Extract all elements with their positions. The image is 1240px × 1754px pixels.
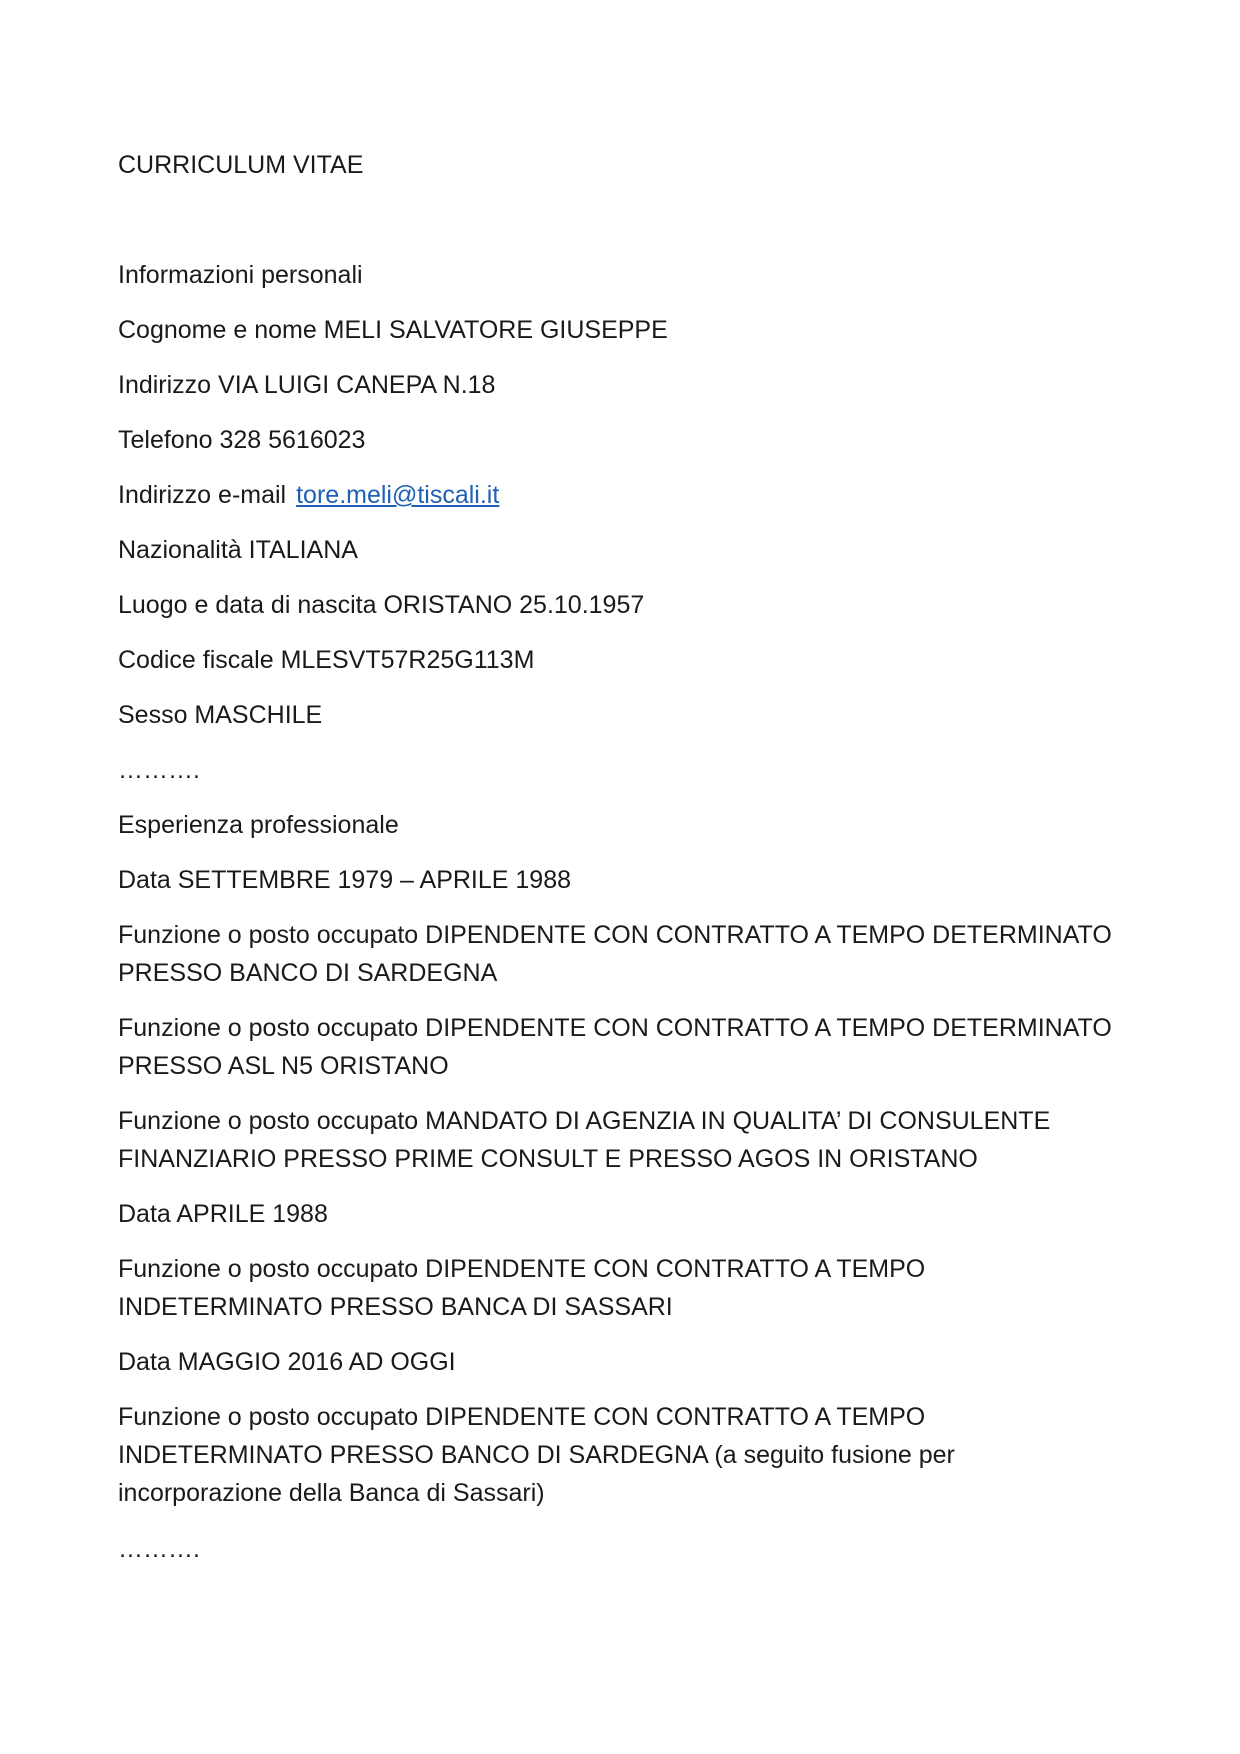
experience-date-1: Data SETTEMBRE 1979 – APRILE 1988	[118, 866, 572, 894]
experience-heading: Esperienza professionale	[118, 811, 399, 839]
personal-info-heading: Informazioni personali	[118, 261, 363, 289]
experience-date-3: Data MAGGIO 2016 AD OGGI	[118, 1348, 456, 1376]
phone-line: Telefono 328 5616023	[118, 426, 366, 454]
name-line: Cognome e nome MELI SALVATORE GIUSEPPE	[118, 316, 668, 344]
experience-role-2-line-1: Funzione o posto occupato DIPENDENTE CON CONTRATTO A TEMPO DETERMINATO	[118, 1014, 1112, 1042]
email-link[interactable]: tore.meli@tiscali.it	[296, 481, 500, 509]
separator-dots-end: ……….	[118, 1535, 200, 1563]
nationality-line: Nazionalità ITALIANA	[118, 536, 358, 564]
experience-role-3-line-1: Funzione o posto occupato MANDATO DI AGENZIA IN QUALITA’ DI CONSULENTE	[118, 1107, 1051, 1135]
experience-role-4-line-1: Funzione o posto occupato DIPENDENTE CON CONTRATTO A TEMPO	[118, 1255, 926, 1283]
experience-date-2: Data APRILE 1988	[118, 1200, 328, 1228]
email-label: Indirizzo e-mail	[118, 481, 287, 509]
experience-role-2-line-2: PRESSO ASL N5 ORISTANO	[118, 1052, 449, 1080]
experience-role-4-line-2: INDETERMINATO PRESSO BANCA DI SASSARI	[118, 1293, 673, 1321]
separator-dots: ……….	[118, 756, 200, 784]
experience-role-3-line-2: FINANZIARIO PRESSO PRIME CONSULT E PRESSO AGOS IN ORISTANO	[118, 1145, 978, 1173]
experience-role-5-line-2: INDETERMINATO PRESSO BANCO DI SARDEGNA (a seguito fusione per	[118, 1441, 955, 1469]
birth-line: Luogo e data di nascita ORISTANO 25.10.1957	[118, 591, 645, 619]
tax-code-line: Codice fiscale MLESVT57R25G113M	[118, 646, 535, 674]
experience-role-1-line-2: PRESSO BANCO DI SARDEGNA	[118, 959, 498, 987]
document-title: CURRICULUM VITAE	[118, 151, 364, 179]
experience-role-1-line-1: Funzione o posto occupato DIPENDENTE CON CONTRATTO A TEMPO DETERMINATO	[118, 921, 1112, 949]
experience-role-5-line-1: Funzione o posto occupato DIPENDENTE CON CONTRATTO A TEMPO	[118, 1403, 926, 1431]
email-line	[118, 476, 1128, 514]
experience-role-5-line-3: incorporazione della Banca di Sassari)	[118, 1479, 545, 1507]
address-line: Indirizzo VIA LUIGI CANEPA N.18	[118, 371, 496, 399]
sex-line: Sesso MASCHILE	[118, 701, 323, 729]
